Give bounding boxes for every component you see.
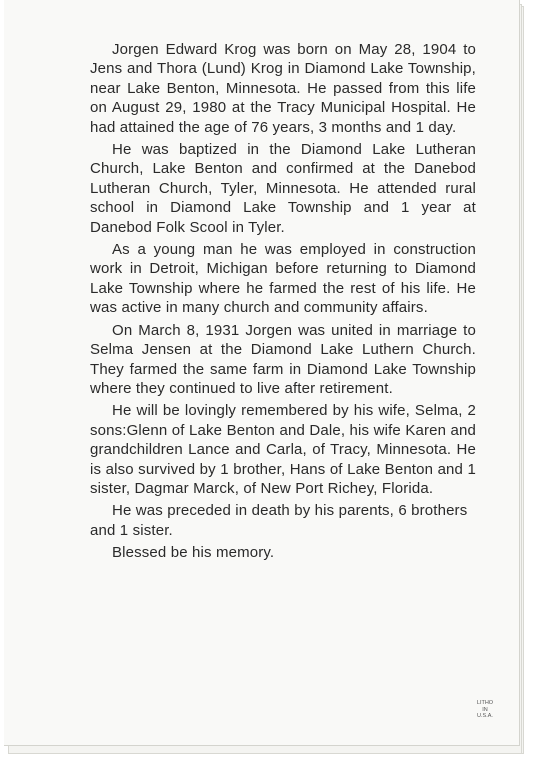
printer-mark <box>472 700 498 720</box>
obituary-paragraph-baptism: He was baptized in the Diamond Lake Lutheran Church, Lake Benton and confirmed at the Danebod Lutheran Church, Tyler, Minnesota. He attended rural school in Diamond Lake Township and 1 year at Danebod Folk Scool in Tyler. <box>90 141 476 236</box>
obituary-paragraph-survivors: He will be lovingly remembered by his wife, Selma, 2 sons:Glenn of Lake Benton and Dale, his wife Karen and grandchildren Lance and Carla, of Tracy, Minnesota. He is also survived by 1 brother, Hans of Lake Benton and 1 sister, Dagmar Marck, of New Port Richey, Florida. <box>90 402 476 497</box>
obituary-paragraph-career: As a young man he was employed in construction work in Detroit, Michigan before returning to Diamond Lake Township where he farmed the rest of his life. He was active in many church and community affairs. <box>90 241 476 317</box>
printer-mark-line: IN <box>482 706 488 713</box>
obituary-paragraph-blessing: Blessed be his memory. <box>112 544 275 562</box>
obituary-paragraph-preceded: He was preceded in death by his parents, 6 brothers and 1 sister. <box>90 502 468 539</box>
obituary-text <box>90 40 476 566</box>
obituary-paragraph-marriage: On March 8, 1931 Jorgen was united in marriage to Selma Jensen at the Diamond Lake Luthern Church. They farmed the same farm in Diamond Lake Township where they continued to live after retirement. <box>90 321 476 397</box>
obituary-paragraph-birth: Jorgen Edward Krog was born on May 28, 1904 to Jens and Thora (Lund) Krog in Diamond Lake Township, near Lake Benton, Minnesota. He passed from this life on August 29, 1980 at the Tracy Municipal Hospital. He had attained the age of 76 years, 3 months and 1 day. <box>90 41 476 136</box>
printer-mark-line: U.S.A. <box>477 713 493 719</box>
printer-mark-line: LITHO <box>476 700 494 706</box>
memorial-card <box>4 0 520 746</box>
